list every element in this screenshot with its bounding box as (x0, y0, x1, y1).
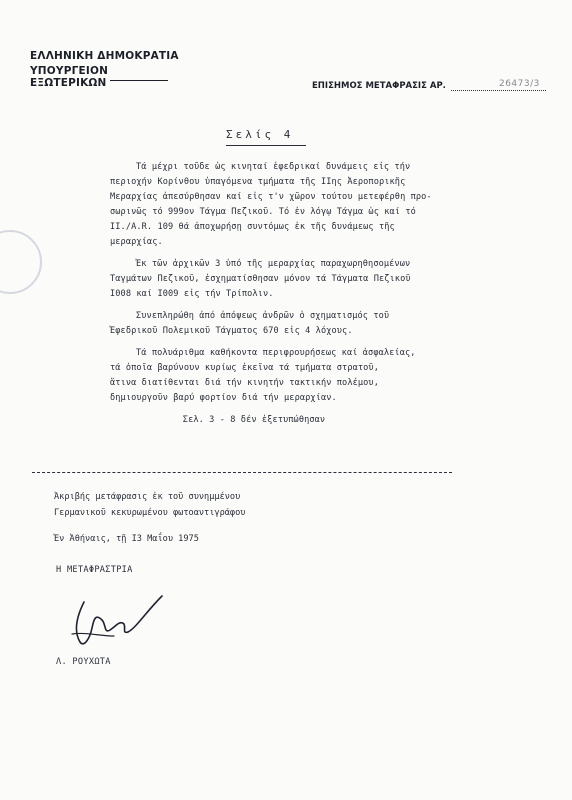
certification-line-1: Ἀκριβής μετάφρασις ἐκ τοῦ συνημμένου (54, 492, 241, 502)
page-title: Σελίς 4 (226, 128, 294, 141)
body-line: σωρινῶς τό 999ον Τάγμα Πεζικοῦ. Τό ἐν λόγῳ Τάγμα ὡς καί τό (110, 207, 416, 217)
translator-name: Λ. ΡΟΥΧΩΤΑ (56, 657, 111, 667)
translation-reference (312, 80, 562, 91)
body-line: Σελ. 3 - 8 δέν ἐξετυπώθησαν (182, 415, 326, 425)
document-body (110, 160, 560, 428)
body-line: μεραρχίας. (110, 237, 163, 247)
seal-stamp-icon (0, 230, 42, 294)
body-line: Ἐφεδρικοῦ Πολεμικοῦ Τάγματος 670 εἰς 4 λόχους. (110, 326, 353, 336)
translator-title: Η ΜΕΤΑΦΡΑΣΤΡΙΑ (56, 565, 133, 575)
body-line: Συνεπληρώθη ἀπό ἀπόψεως ἀνδρῶν ὁ σχηματισμός τοῦ (136, 311, 390, 321)
dashed-separator (32, 472, 452, 473)
letterhead-line-2: ΥΠΟΥΡΓΕΙΟΝ ΕΞΩΤΕΡΙΚΩΝ (30, 65, 109, 89)
body-line: Μεραρχίας ἀπεσύρθησαν καί εἰς τ'ν χῶρον τούτου μετεφέρθη προ- (110, 192, 432, 202)
body-line: Τά πολυάριθμα καθήκοντα περιφρουρήσεως καί ἀσφαλείας, (136, 348, 416, 358)
letterhead (30, 50, 180, 89)
signature-icon (66, 590, 176, 650)
body-line: Τά μέχρι τοῦδε ὡς κινηταί ἐφεδρικαί δυνάμεις εἰς τήν (136, 162, 411, 172)
date-line: Ἐν Ἀθήναις, τῇ I3 Μαΐου 1975 (54, 534, 199, 544)
reference-label: ΕΠΙΣΗΜΟΣ ΜΕΤΑΦΡΑΣΙΣ ΑΡ. (312, 81, 446, 91)
body-line: τά ὁποῖα βαρύνουν κυρίως ἐκεῖνα τά τμήματα στρατοῦ, (110, 363, 379, 373)
letterhead-underline (110, 80, 168, 81)
body-line: Ἐκ τῶν ἀρχικῶν 3 ὑπό τῆς μεραρχίας παραχωρηθησομένων (136, 259, 411, 269)
body-line: δημιουργοῦν βαρύ φορτίον διά τήν μεραρχίαν. (110, 393, 337, 403)
certification-line-2: Γερμανικοῦ κεκυρωμένου φωτοαντιγράφου (54, 507, 246, 518)
body-line: I008 καί I009 εἰς τήν Τρίπολιν. (110, 289, 274, 299)
body-line: Ταγμάτων Πεζικοῦ, ἐσχηματίσθησαν μόνον τά Τάγματα Πεζικοῦ (110, 274, 411, 284)
reference-field (451, 80, 546, 91)
certification-block (54, 490, 454, 548)
page-title-underline (226, 145, 306, 146)
reference-number: 26473/3 (498, 79, 540, 89)
body-line: περιοχήν Κορίνθου ὑπαγόμενα τμήματα τῆς IIης Ἀεροπορικῆς (110, 177, 406, 187)
body-line: II./A.R. 109 θά ἀποχωρήσῃ συντόμως ἐκ τῆς δυνάμεως τῆς (110, 222, 395, 232)
letterhead-line-1: ΕΛΛΗΝΙΚΗ ΔΗΜΟΚΡΑΤΙΑ (30, 50, 179, 62)
body-line: ἅτινα διατίθενται διά τήν κινητήν τακτικήν πολέμου, (110, 378, 379, 388)
